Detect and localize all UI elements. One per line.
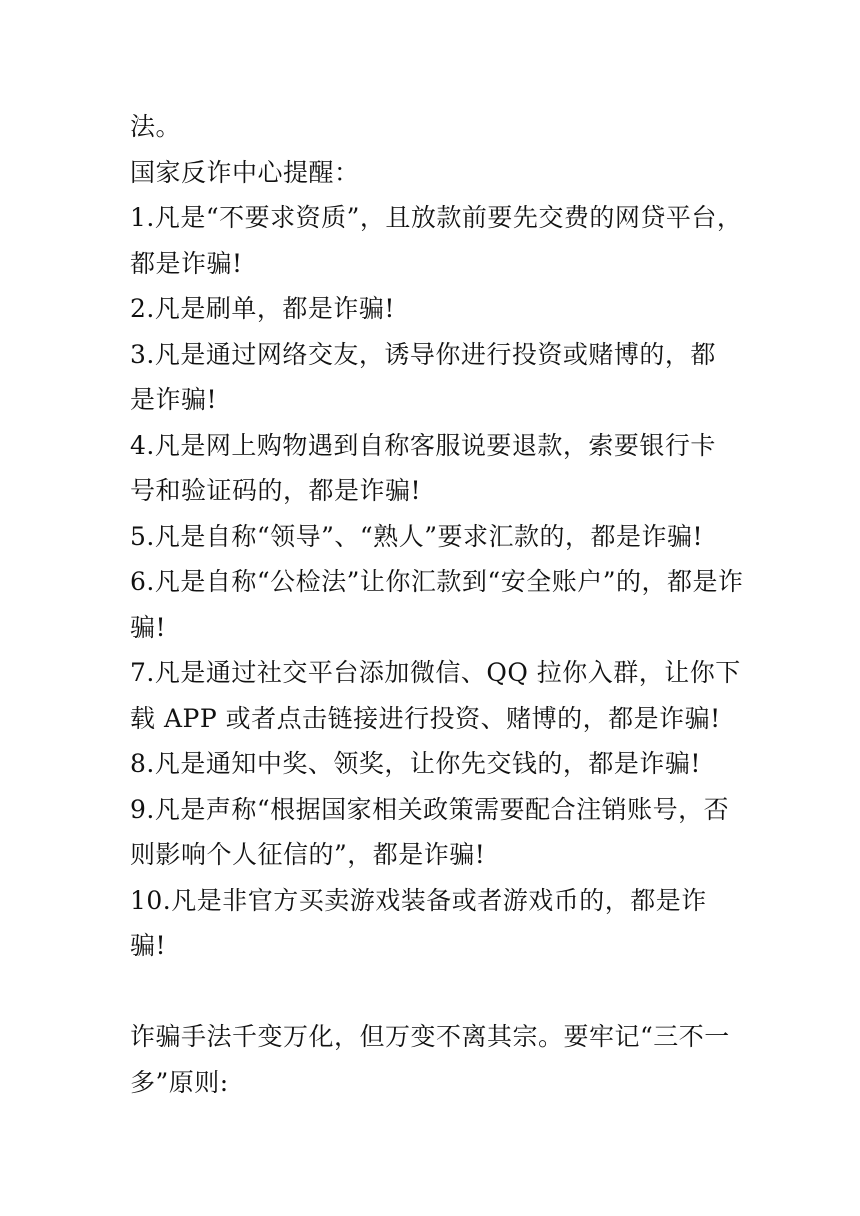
list-item-5: 5.凡是自称“领导”、“熟人”要求汇款的，都是诈骗! — [130, 521, 704, 551]
list-item-3-line-1: 3.凡是通过网络交友，诱导你进行投资或赌博的，都 — [130, 339, 716, 369]
closing-paragraph-line-2: 多”原则: — [130, 1067, 229, 1097]
list-item-6-line-2: 骗! — [130, 612, 167, 642]
list-item-7-line-2: 载 APP 或者点击链接进行投资、赌博的，都是诈骗! — [130, 703, 721, 733]
list-item-6-line-1: 6.凡是自称“公检法”让你汇款到“安全账户”的，都是诈 — [130, 567, 744, 596]
list-item-7-line-1: 7.凡是通过社交平台添加微信、QQ 拉你入群，让你下 — [130, 658, 741, 687]
list-item-3-line-2: 是诈骗! — [130, 385, 218, 414]
closing-paragraph-line-1: 诈骗手法千变万化，但万变不离其宗。要牢记“三不一 — [130, 1022, 730, 1051]
list-item-8: 8.凡是通知中奖、领奖，让你先交钱的，都是诈骗! — [130, 749, 701, 778]
list-item-2: 2.凡是刷单，都是诈骗! — [130, 294, 395, 323]
document-body — [130, 104, 744, 1105]
list-item-9-line-2: 则影响个人征信的”，都是诈骗! — [130, 840, 486, 869]
list-item-4-line-2: 号和验证码的，都是诈骗! — [130, 476, 422, 505]
section-heading: 国家反诈中心提醒： — [130, 157, 360, 187]
paragraph-spacer — [130, 969, 735, 1015]
text-line: 法。 — [130, 112, 182, 141]
list-item-1-line-1: 1.凡是“不要求资质”，且放款前要先交费的网贷平台， — [130, 203, 743, 232]
list-item-4-line-1: 4.凡是网上购物遇到自称客服说要退款，索要银行卡 — [130, 430, 716, 460]
list-item-1-line-2: 都是诈骗! — [130, 248, 243, 278]
list-item-10-line-1: 10.凡是非官方买卖游戏装备或者游戏币的，都是诈 — [130, 885, 707, 915]
list-item-9-line-1: 9.凡是声称“根据国家相关政策需要配合注销账号，否 — [130, 794, 730, 824]
list-item-10-line-2: 骗! — [130, 931, 167, 960]
